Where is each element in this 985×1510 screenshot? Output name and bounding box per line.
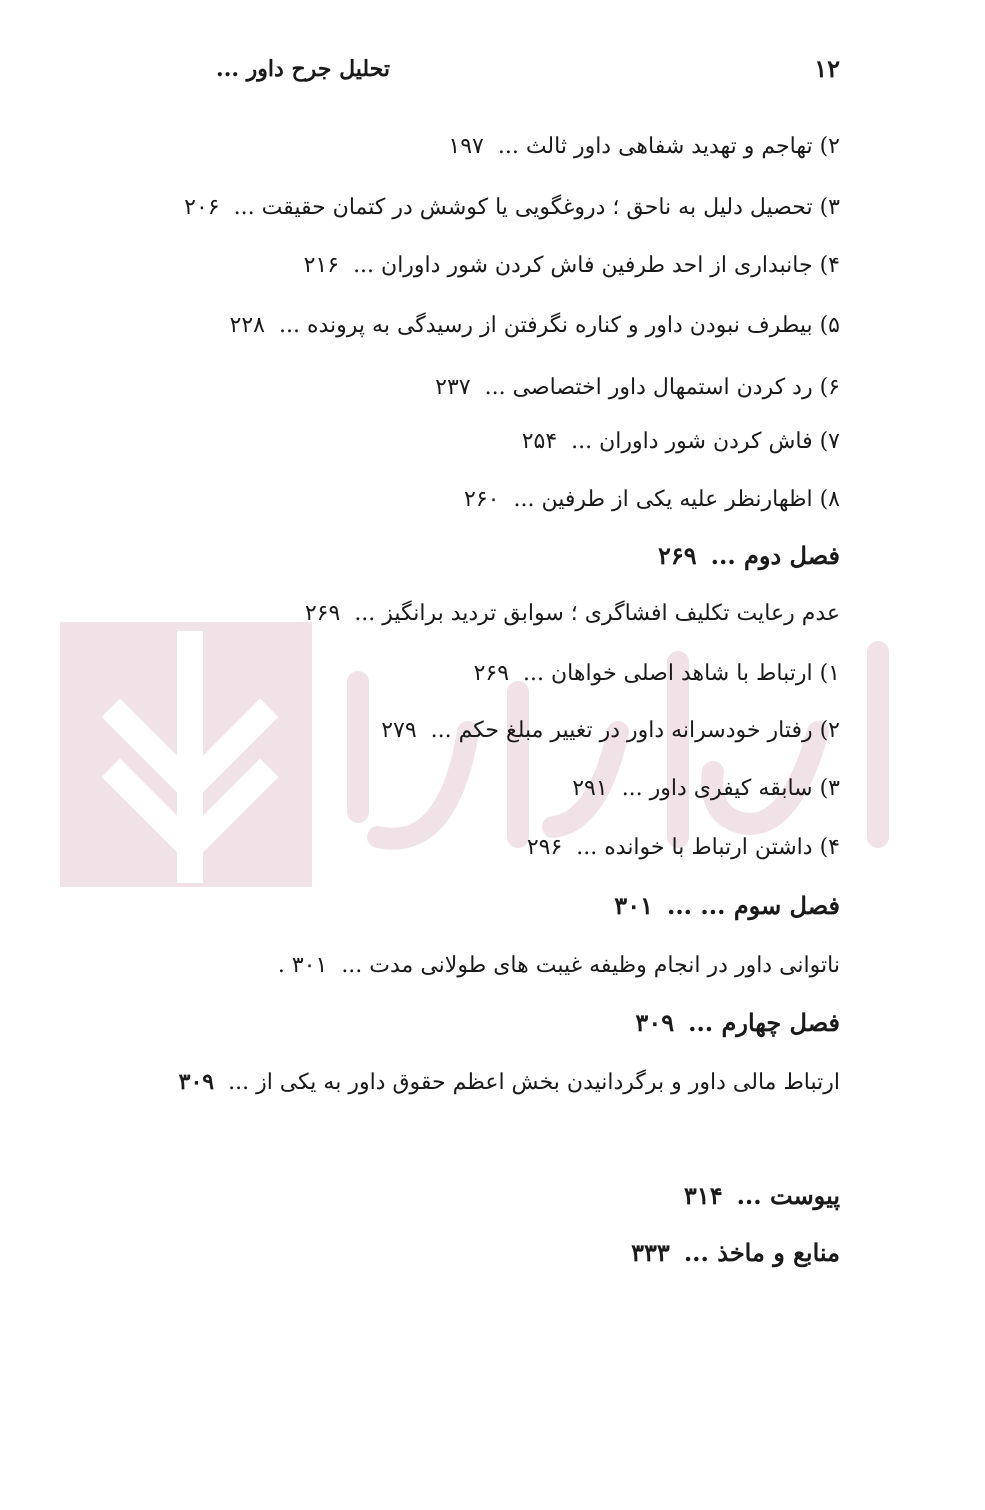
toc-chapter-heading	[614, 891, 840, 921]
toc-entry	[522, 427, 840, 457]
toc-entry-text: ۳) تحصیل دلیل به ناحق ؛ دروغگویی یا کوشش در کتمان حقیقت ...	[233, 195, 840, 220]
toc-entry-text: پیوست ...	[736, 1181, 840, 1210]
toc-entry-page: ۲۱۶	[303, 253, 340, 278]
toc-entry-page: ۳۰۱	[614, 891, 653, 920]
toc-entry-page: ۲۶۹	[657, 541, 697, 570]
toc-appendix-heading	[684, 1181, 840, 1211]
toc-entry	[184, 193, 840, 223]
toc-entry	[179, 1067, 840, 1098]
toc-entry	[448, 132, 840, 162]
toc-entry-page: ۲۹۶	[526, 835, 563, 860]
toc-entry-text: ناتوانی داور در انجام وظیفه غیبت های طولانی مدت ...	[341, 953, 840, 978]
toc-entry-page: ۲۶۹	[304, 601, 341, 626]
toc-entry-text: ارتباط مالی داور و برگردانیدن بخش اعظم حقوق داور به یکی از ...	[228, 1070, 840, 1095]
toc-entry-text: فصل دوم ...	[710, 541, 840, 570]
toc-entry-text: منابع و ماخذ ...	[683, 1238, 840, 1267]
toc-entry-page: ۲۳۷	[435, 375, 471, 400]
toc-entry-text: ۵) بیطرف نبودن داور و کناره نگرفتن از رسیدگی به پرونده ...	[278, 313, 840, 338]
toc-entry-text: ۴) داشتن ارتباط با خوانده ...	[576, 835, 840, 860]
toc-entry	[381, 716, 840, 746]
toc-entry-page: ۲۶۰	[464, 487, 500, 512]
toc-entry-page: ۲۵۴	[521, 429, 558, 454]
toc-entry	[474, 659, 840, 689]
tree-logo-icon	[60, 622, 312, 887]
toc-entry-text: ۸) اظهارنظر علیه یکی از طرفین ...	[513, 487, 840, 512]
toc-entry-page: ۲۲۸	[229, 313, 265, 338]
toc-entry-page: ۲۹۱	[572, 776, 608, 801]
toc-chapter-heading	[635, 1008, 840, 1038]
toc-entry	[304, 251, 840, 281]
page-number: ۱۲	[814, 54, 840, 83]
toc-entry-page: ۳۳۳	[631, 1238, 670, 1267]
toc-entry	[230, 311, 840, 341]
toc-entry-text: فصل سوم ... ...	[666, 891, 840, 920]
toc-entry-page: ۲۷۹	[381, 718, 417, 743]
toc-entry	[527, 833, 840, 863]
toc-entry-page: ۲۶۹	[473, 661, 510, 686]
toc-entry-page: ۱۹۷	[448, 134, 484, 159]
toc-entry-text: فصل چهارم ...	[688, 1008, 840, 1037]
running-title: تحلیل جرح داور ...	[216, 56, 390, 82]
toc-references-heading	[631, 1238, 840, 1268]
toc-entry-page: ۳۰۹	[635, 1008, 675, 1037]
toc-entry-text: ۳) سابقه کیفری داور ...	[621, 776, 840, 801]
toc-entry	[435, 373, 840, 403]
toc-entry	[572, 774, 840, 804]
toc-entry-text: ۱) ارتباط با شاهد اصلی خواهان ...	[523, 661, 840, 686]
toc-entry-text: ۴) جانبداری از احد طرفین فاش کردن شور داوران ...	[353, 253, 840, 278]
toc-entry-text: عدم رعایت تکلیف افشاگری ؛ سوابق تردید برانگیز ...	[354, 601, 840, 626]
watermark-logo-box	[60, 622, 312, 887]
toc-entry-text: ۶) رد کردن استمهال داور اختصاصی ...	[484, 375, 840, 400]
toc-entry	[305, 599, 840, 629]
toc-entry-text: ۲) رفتار خودسرانه داور در تغییر مبلغ حکم ...	[430, 718, 840, 743]
toc-entry-page: ۲۰۶	[184, 195, 220, 220]
toc-chapter-heading	[658, 541, 840, 571]
toc-entry-text: ۷) فاش کردن شور داوران ...	[571, 429, 840, 454]
toc-entry-page: ۳۰۱ .	[277, 953, 328, 978]
toc-entry-page: ۳۱۴	[683, 1181, 723, 1210]
toc-entry-page: ۳۰۹	[178, 1069, 215, 1095]
toc-entry-text: ۲) تهاجم و تهدید شفاهی داور ثالث ...	[497, 134, 840, 159]
toc-entry	[464, 485, 840, 515]
toc-entry	[278, 951, 840, 981]
